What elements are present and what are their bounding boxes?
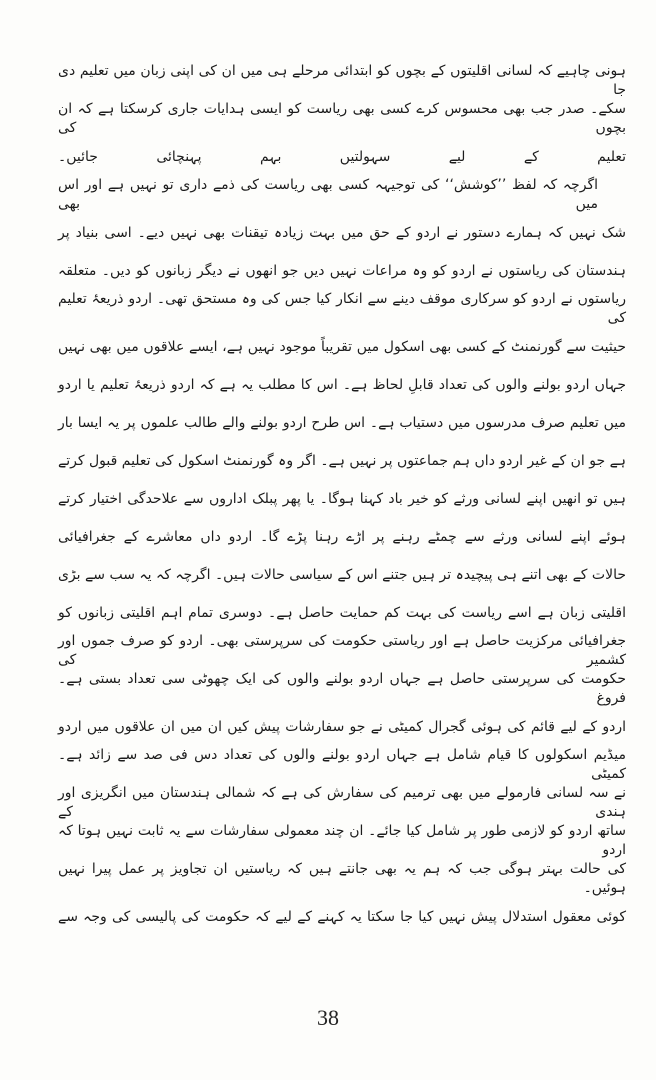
- text-line-content: ہیں تو انھیں اپنے لسانی ورثے کو خیر باد کہنا ہوگا۔ یا پھر پبلک اداروں سے علاحدگی اختیار کرتے: [58, 490, 626, 507]
- text-line: [58, 214, 626, 252]
- text-line: [58, 328, 626, 366]
- text-line: [58, 62, 626, 100]
- text-line: [58, 442, 626, 480]
- text-line-content: ریاستوں نے اردو کو سرکاری موقف دینے سے انکار کیا جس کی وہ مستحق تھی۔ اردو ذریعۂ تعلیم کی: [58, 291, 626, 326]
- text-line: [58, 480, 626, 518]
- text-line-content: میڈیم اسکولوں کا قیام شامل ہے جہاں اردو بولنے والوں کی تعداد دس فی صد سے زائد ہے۔ کمیٹی: [58, 747, 626, 782]
- text-line-content: ہوئے اپنے لسانی ورثے سے چمٹے رہنے پر اڑے رہنا پڑے گا۔ اردو داں معاشرے کے جغرافیائی: [58, 528, 626, 545]
- body-text: [58, 62, 626, 936]
- text-line-content: کوئی معقول استدلال پیش نہیں کیا جا سکتا یہ کہنے کے لیے کہ حکومت کی پالیسی کی وجہ سے: [58, 908, 626, 925]
- text-line-content: حیثیت سے گورنمنٹ کے کسی بھی اسکول میں تقریباً موجود نہیں ہے، ایسے علاقوں میں بھی نہیں: [58, 338, 626, 355]
- text-line-content: تعلیم کے لیے سہولتیں بہم پہنچائی جائیں۔: [58, 148, 626, 165]
- text-line: [58, 100, 626, 138]
- text-line: [58, 404, 626, 442]
- text-line: [58, 632, 626, 670]
- text-line-content: اقلیتی زبان ہے اسے ریاست کی بہت کم حمایت حاصل ہے۔ دوسری تمام اہم اقلیتی زبانوں کو: [58, 604, 626, 621]
- text-line: [58, 518, 626, 556]
- text-line-content: میں تعلیم صرف مدرسوں میں دستیاب ہے۔ اس طرح اردو بولنے والے طالب علموں پر یہ ایسا بار: [58, 414, 626, 431]
- text-line: [58, 898, 626, 936]
- text-line: [58, 670, 626, 708]
- page-number: 38: [317, 1005, 339, 1030]
- text-line-content: حالات کے بھی اتنے ہی پیچیدہ تر ہیں جتنے اس کے سیاسی حالات ہیں۔ اگرچہ کہ یہ سب سے بڑی: [58, 566, 626, 583]
- text-line-content: ہے جو ان کے غیر اردو داں ہم جماعتوں پر نہیں ہے۔ اگر وہ گورنمنٹ اسکول کی تعلیم قبول کرتے: [58, 452, 626, 469]
- text-line: [58, 556, 626, 594]
- text-line-content: حکومت کی سرپرستی حاصل ہے جہاں اردو بولنے والوں کی ایک چھوٹی سی تعداد بستی ہے۔ فروغ: [58, 671, 626, 706]
- text-line: [58, 746, 626, 784]
- text-line: [58, 822, 626, 860]
- text-line-content: ہونی چاہیے کہ لسانی اقلیتوں کے بچوں کو ابتدائی مرحلے ہی میں ان کی اپنی زبان میں تعلیم دی جا: [58, 63, 626, 98]
- text-line: [58, 784, 626, 822]
- text-line-content: جغرافیائی مرکزیت حاصل ہے اور ریاستی حکومت کی سرپرستی بھی۔ اردو کو صرف جموں اور کشمیر کی: [58, 633, 626, 668]
- text-line: [58, 252, 626, 290]
- text-line: [58, 594, 626, 632]
- text-line: [58, 138, 626, 176]
- text-line: [58, 708, 626, 746]
- text-line-content: کی حالت بہتر ہوگی جب کہ ہم یہ بھی جانتے ہیں کہ ریاستیں ان تجاویز پر عمل پیرا نہیں ہوئیں۔: [58, 861, 626, 896]
- text-line-content: شک نہیں کہ ہمارے دستور نے اردو کے حق میں بہت زیادہ تیقنات بھی نہیں دیے۔ اسی بنیاد پر: [58, 224, 626, 241]
- text-line-content: نے سہ لسانی فارمولے میں بھی ترمیم کی سفارش کی ہے کہ شمالی ہندستان میں انگریزی اور ہندی کے: [58, 785, 626, 820]
- text-line-content: اردو کے لیے قائم کی ہوئی گجرال کمیٹی نے جو سفارشات پیش کیں ان میں ان علاقوں میں اردو: [58, 718, 626, 735]
- paragraph-first-line: [58, 176, 626, 214]
- text-line-content: اگرچہ کہ لفظ ’’کوشش‘‘ کی توجیہہ کسی بھی ریاست کی ذمے داری تو نہیں ہے اور اس میں بھی: [58, 177, 598, 212]
- text-line: [58, 860, 626, 898]
- text-line: [58, 290, 626, 328]
- text-line-content: سکے۔ صدر جب بھی محسوس کرے کسی بھی ریاست کو ایسی ہدایات جاری کرسکتا ہے کہ ان بچوں کی: [58, 101, 626, 136]
- text-line-content: ساتھ اردو کو لازمی طور پر شامل کیا جائے۔ ان چند معمولی سفارشات سے یہ ثابت نہیں ہوتا کہ اردو: [58, 823, 626, 858]
- text-line-content: ہندستان کی ریاستوں نے اردو کو وہ مراعات نہیں دیں جو انھوں نے دیگر زبانوں کو دیں۔ متعلقہ: [58, 262, 626, 279]
- text-line-content: جہاں اردو بولنے والوں کی تعداد قابلِ لحاظ ہے۔ اس کا مطلب یہ ہے کہ اردو ذریعۂ تعلیم یا اردو: [58, 376, 626, 393]
- text-line: [58, 366, 626, 404]
